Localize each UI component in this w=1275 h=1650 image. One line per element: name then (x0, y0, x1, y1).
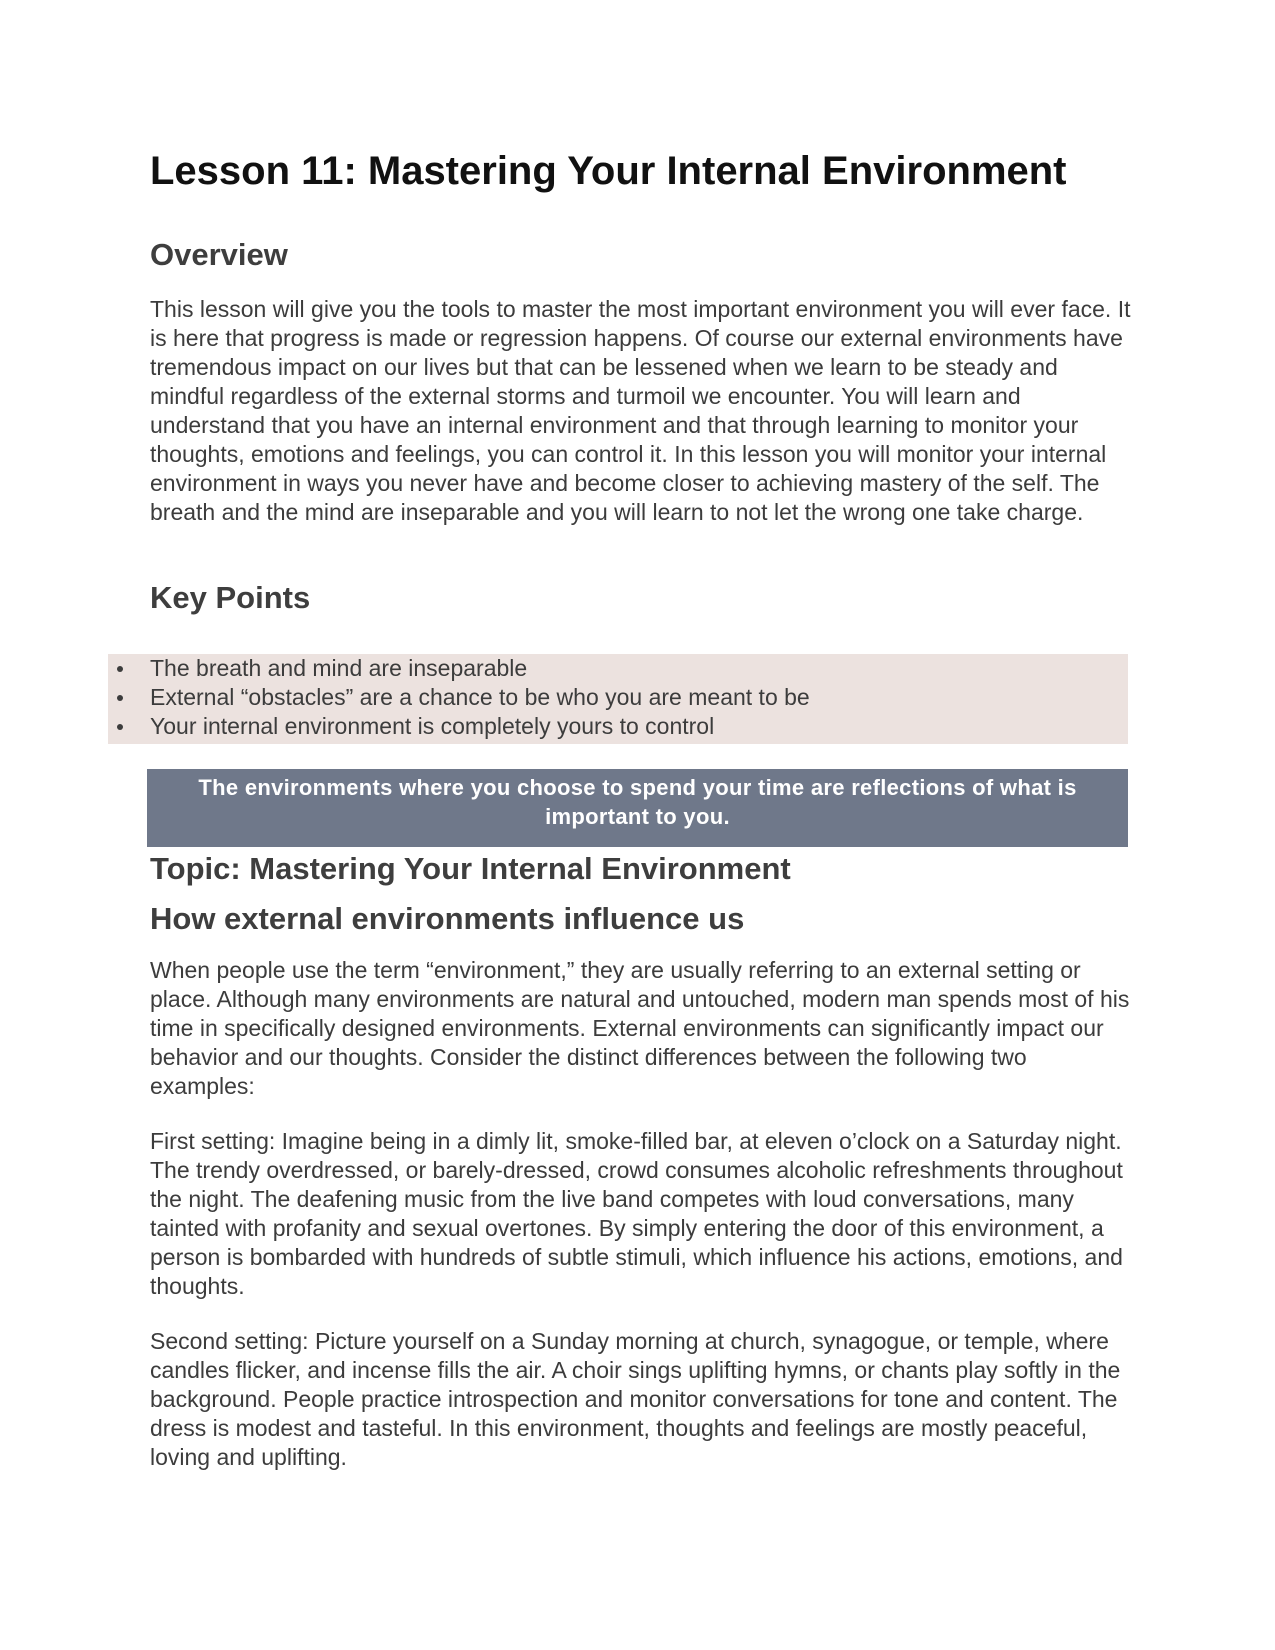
key-points-heading: Key Points (150, 580, 311, 615)
key-point-text: Your internal environment is completely yours to control (150, 713, 715, 739)
first-setting-paragraph: First setting: Imagine being in a dimly lit, smoke-filled bar, at eleven o’clock on a Saturday night. The trendy overdressed, or barely-dressed, crowd consumes alcoholic refreshments throughout the night. The deafening music from the live band competes with loud conversations, many tainted with profanity and sexual overtones. By simply entering the door of this environment, a person is bombarded with hundreds of subtle stimuli, which influence his actions, emotions, and thoughts. (150, 1128, 1123, 1299)
key-points-list (108, 654, 1128, 744)
overview-text: This lesson will give you the tools to master the most important environment you will ever face. It is here that progress is made or regression happens. Of course our external environments have tremendous impact on our lives but that can be lessened when we learn to be steady and mindful regardless of the external storms and turmoil we encounter. You will learn and understand that you have an internal environment and that through learning to monitor your thoughts, emotions and feelings, you can control it. In this lesson you will monitor your internal environment in ways you never have and become closer to achieving mastery of the self. The breath and the mind are inseparable and you will learn to not let the wrong one take charge. (150, 296, 1131, 525)
key-point-text: External “obstacles” are a chance to be who you are meant to be (150, 684, 810, 710)
bullet-icon (117, 724, 123, 730)
key-point-item (108, 654, 1128, 683)
callout-banner: The environments where you choose to spend your time are reflections of what is important to you. (147, 769, 1128, 847)
intro-paragraph: When people use the term “environment,” they are usually referring to an external setting or place. Although many environments are natural and untouched, modern man spends most of his time in specifically designed environments. External environments can significantly impact our behavior and our thoughts. Consider the distinct differences between the following two examples: (150, 957, 1130, 1099)
section-heading: How external environments influence us (150, 901, 745, 936)
topic-heading: Topic: Mastering Your Internal Environment (150, 851, 791, 886)
key-point-item (108, 712, 1128, 741)
second-setting-paragraph: Second setting: Picture yourself on a Sunday morning at church, synagogue, or temple, where candles flicker, and incense fills the air. A choir sings uplifting hymns, or chants play softly in the background. People practice introspection and monitor conversations for tone and content. The dress is modest and tasteful. In this environment, thoughts and feelings are mostly peaceful, loving and uplifting. (150, 1328, 1121, 1470)
bullet-icon (117, 666, 123, 672)
bullet-icon (117, 695, 123, 701)
key-point-text: The breath and mind are inseparable (150, 655, 528, 681)
key-point-item (108, 683, 1128, 712)
page-title: Lesson 11: Mastering Your Internal Environment (150, 149, 1067, 193)
overview-heading: Overview (150, 237, 288, 272)
